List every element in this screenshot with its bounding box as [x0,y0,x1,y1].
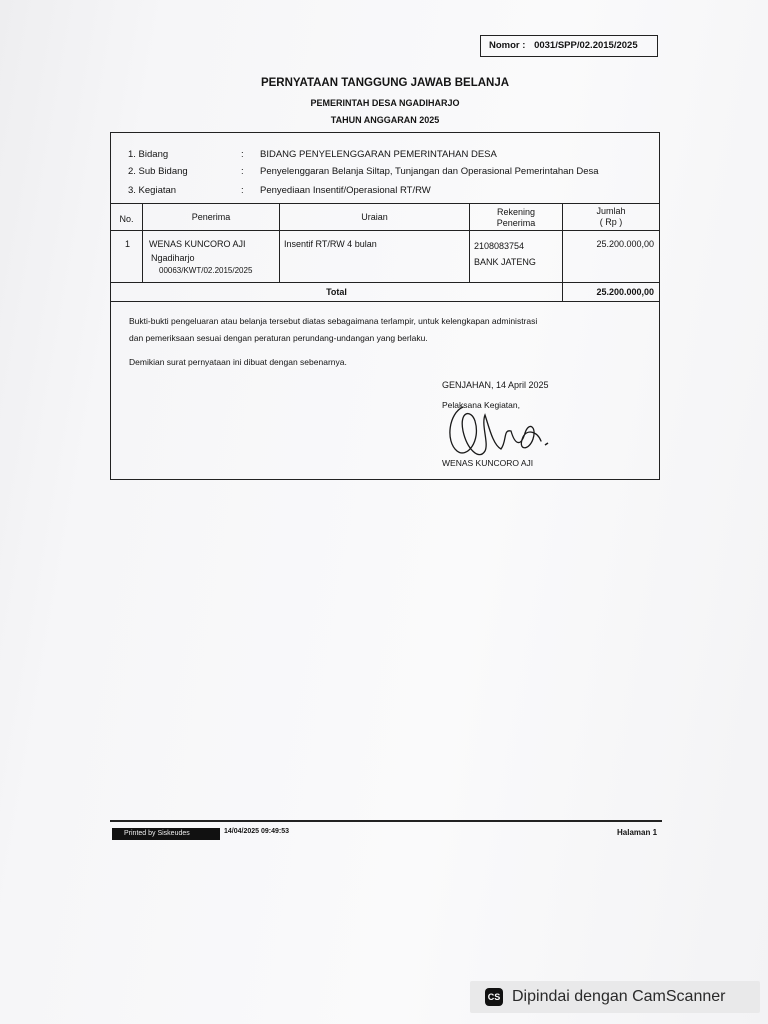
info-colon: : [241,166,244,177]
row-rekening-bank: BANK JATENG [474,257,536,267]
header-jumlah-line1: Jumlah [596,206,626,216]
header-rekening [470,207,562,229]
row-penerima-name: WENAS KUNCORO AJI [149,239,246,249]
signatory-name: WENAS KUNCORO AJI [442,458,534,468]
info-key: 1. Bidang [128,149,169,160]
table-total-top-border [111,282,659,283]
header-no: No. [119,214,134,224]
info-value: BIDANG PENYELENGGARAN PEMERINTAHAN DESA [260,149,497,160]
row-penerima-ref: 00063/KWT/02.2015/2025 [159,266,253,275]
header-rekening-line1: Rekening [496,207,536,217]
nomor-label: Nomor : [489,40,526,51]
print-timestamp: 14/04/2025 09:49:53 [224,828,289,835]
info-colon: : [241,185,244,196]
header-penerima: Penerima [191,212,231,222]
page-number: Halaman 1 [617,828,658,837]
printed-by-label: Printed by Siskeudes [112,828,220,840]
row-jumlah: 25.200.000,00 [596,239,654,249]
statement-line-1: Bukti-bukti pengeluaran atau belanja tersebut diatas sebagaimana terlampir, untuk kelengkapan administrasi [129,316,538,326]
document-title: PERNYATAAN TANGGUNG JAWAB BELANJA [260,77,510,89]
table-total-bottom-border [111,301,659,302]
statement-line-2: dan pemeriksaan sesuai dengan peraturan perundang-undangan yang berlaku. [129,333,428,343]
row-penerima-place: Ngadiharjo [151,253,195,263]
statement-line-3: Demikian surat pernyataan ini dibuat dengan sebenarnya. [129,357,347,367]
info-colon: : [241,149,244,160]
document-subtitle: PEMERINTAH DESA NGADIHARJO [310,98,460,108]
row-uraian: Insentif RT/RW 4 bulan [284,239,377,249]
budget-year: TAHUN ANGGARAN 2025 [330,115,440,125]
row-no: 1 [125,239,131,249]
table-top-border [111,203,659,204]
header-uraian: Uraian [361,212,388,222]
info-key: 3. Kegiatan [128,185,177,196]
row-rekening-number: 2108083754 [474,241,525,251]
camscanner-watermark [470,981,760,1013]
document-number-box [480,35,658,57]
header-jumlah-line2: ( Rp ) [599,217,623,227]
info-value: Penyediaan Insentif/Operasional RT/RW [260,185,431,196]
place-date: GENJAHAN, 14 April 2025 [442,380,549,390]
info-value: Penyelenggaran Belanja Siltap, Tunjangan dan Operasional Pemerintahan Desa [260,166,599,177]
total-label: Total [326,287,347,297]
camscanner-text: Dipindai dengan CamScanner [512,988,726,1005]
camscanner-logo-icon: CS [485,988,503,1006]
footer-divider [110,820,662,822]
signatory-role: Pelaksana Kegiatan, [442,400,520,410]
total-value: 25.200.000,00 [596,287,654,297]
handwritten-signature [441,401,571,465]
table-header-border [111,230,659,231]
nomor-value: 0031/SPP/02.2015/2025 [534,40,638,51]
header-jumlah [563,206,659,228]
header-rekening-line2: Penerima [496,218,536,228]
statement-box [110,132,660,480]
info-key: 2. Sub Bidang [128,166,188,177]
